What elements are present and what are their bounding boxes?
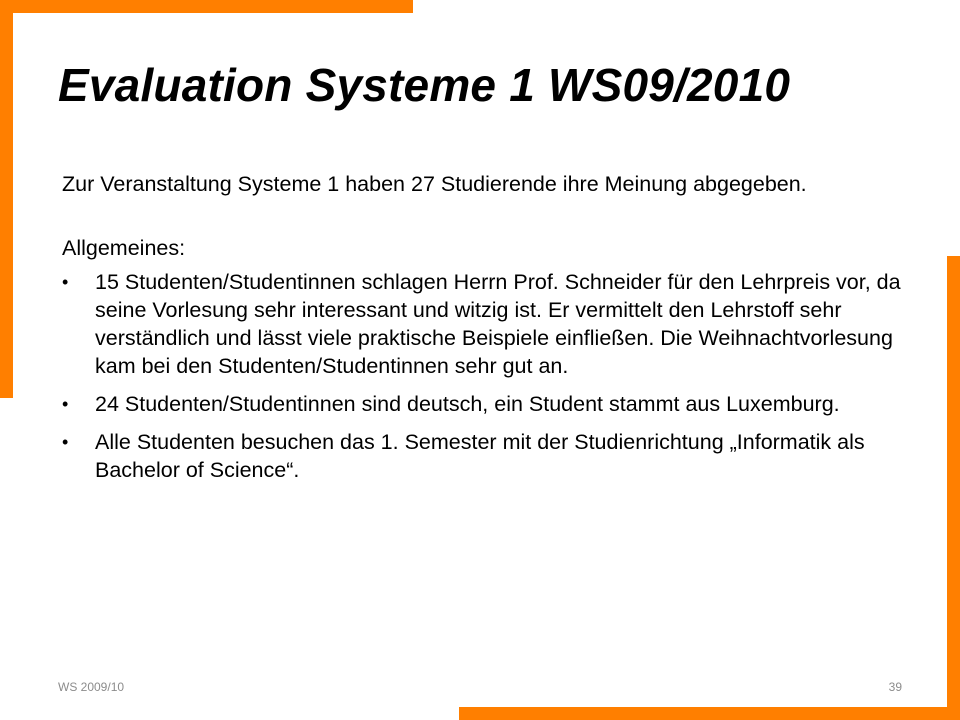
bullet-dot-icon: •: [62, 432, 69, 452]
decorative-bar-left: [0, 0, 13, 398]
slide-title: Evaluation Systeme 1 WS09/2010: [58, 59, 791, 111]
bullet-text: 15 Studenten/Studentinnen schlagen Herrn Prof. Schneider für den Lehrpreis vor, da seine Vorlesung sehr interessant und witzig ist. Er vermittelt den Lehrstoff sehr verständlich und lässt viele praktische Beispiele einfließen. Die Weihnachtvorlesung kam bei den Studenten/Studentinnen sehr gut an.: [95, 270, 901, 378]
section-heading: Allgemeines:: [62, 236, 186, 260]
slide-content: [62, 170, 902, 494]
footer-page-number: 39: [888, 680, 902, 694]
bullet-item: [62, 390, 902, 418]
decorative-bar-right: [947, 256, 960, 720]
bullet-item: [62, 428, 902, 484]
bullet-dot-icon: •: [62, 394, 69, 414]
bullet-text: 24 Studenten/Studentinnen sind deutsch, ein Student stammt aus Luxemburg.: [95, 392, 840, 416]
decorative-bar-top: [0, 0, 413, 13]
footer-course-label: WS 2009/10: [58, 680, 125, 694]
bullet-item: [62, 268, 902, 380]
bullet-text: Alle Studenten besuchen das 1. Semester mit der Studienrichtung „Informatik als Bachelor of Science“.: [95, 430, 865, 482]
decorative-bar-bottom: [459, 707, 960, 720]
intro-text: Zur Veranstaltung Systeme 1 haben 27 Studierende ihre Meinung abgegeben.: [62, 172, 807, 196]
bullet-list: [62, 268, 902, 484]
bullet-dot-icon: •: [62, 272, 69, 292]
